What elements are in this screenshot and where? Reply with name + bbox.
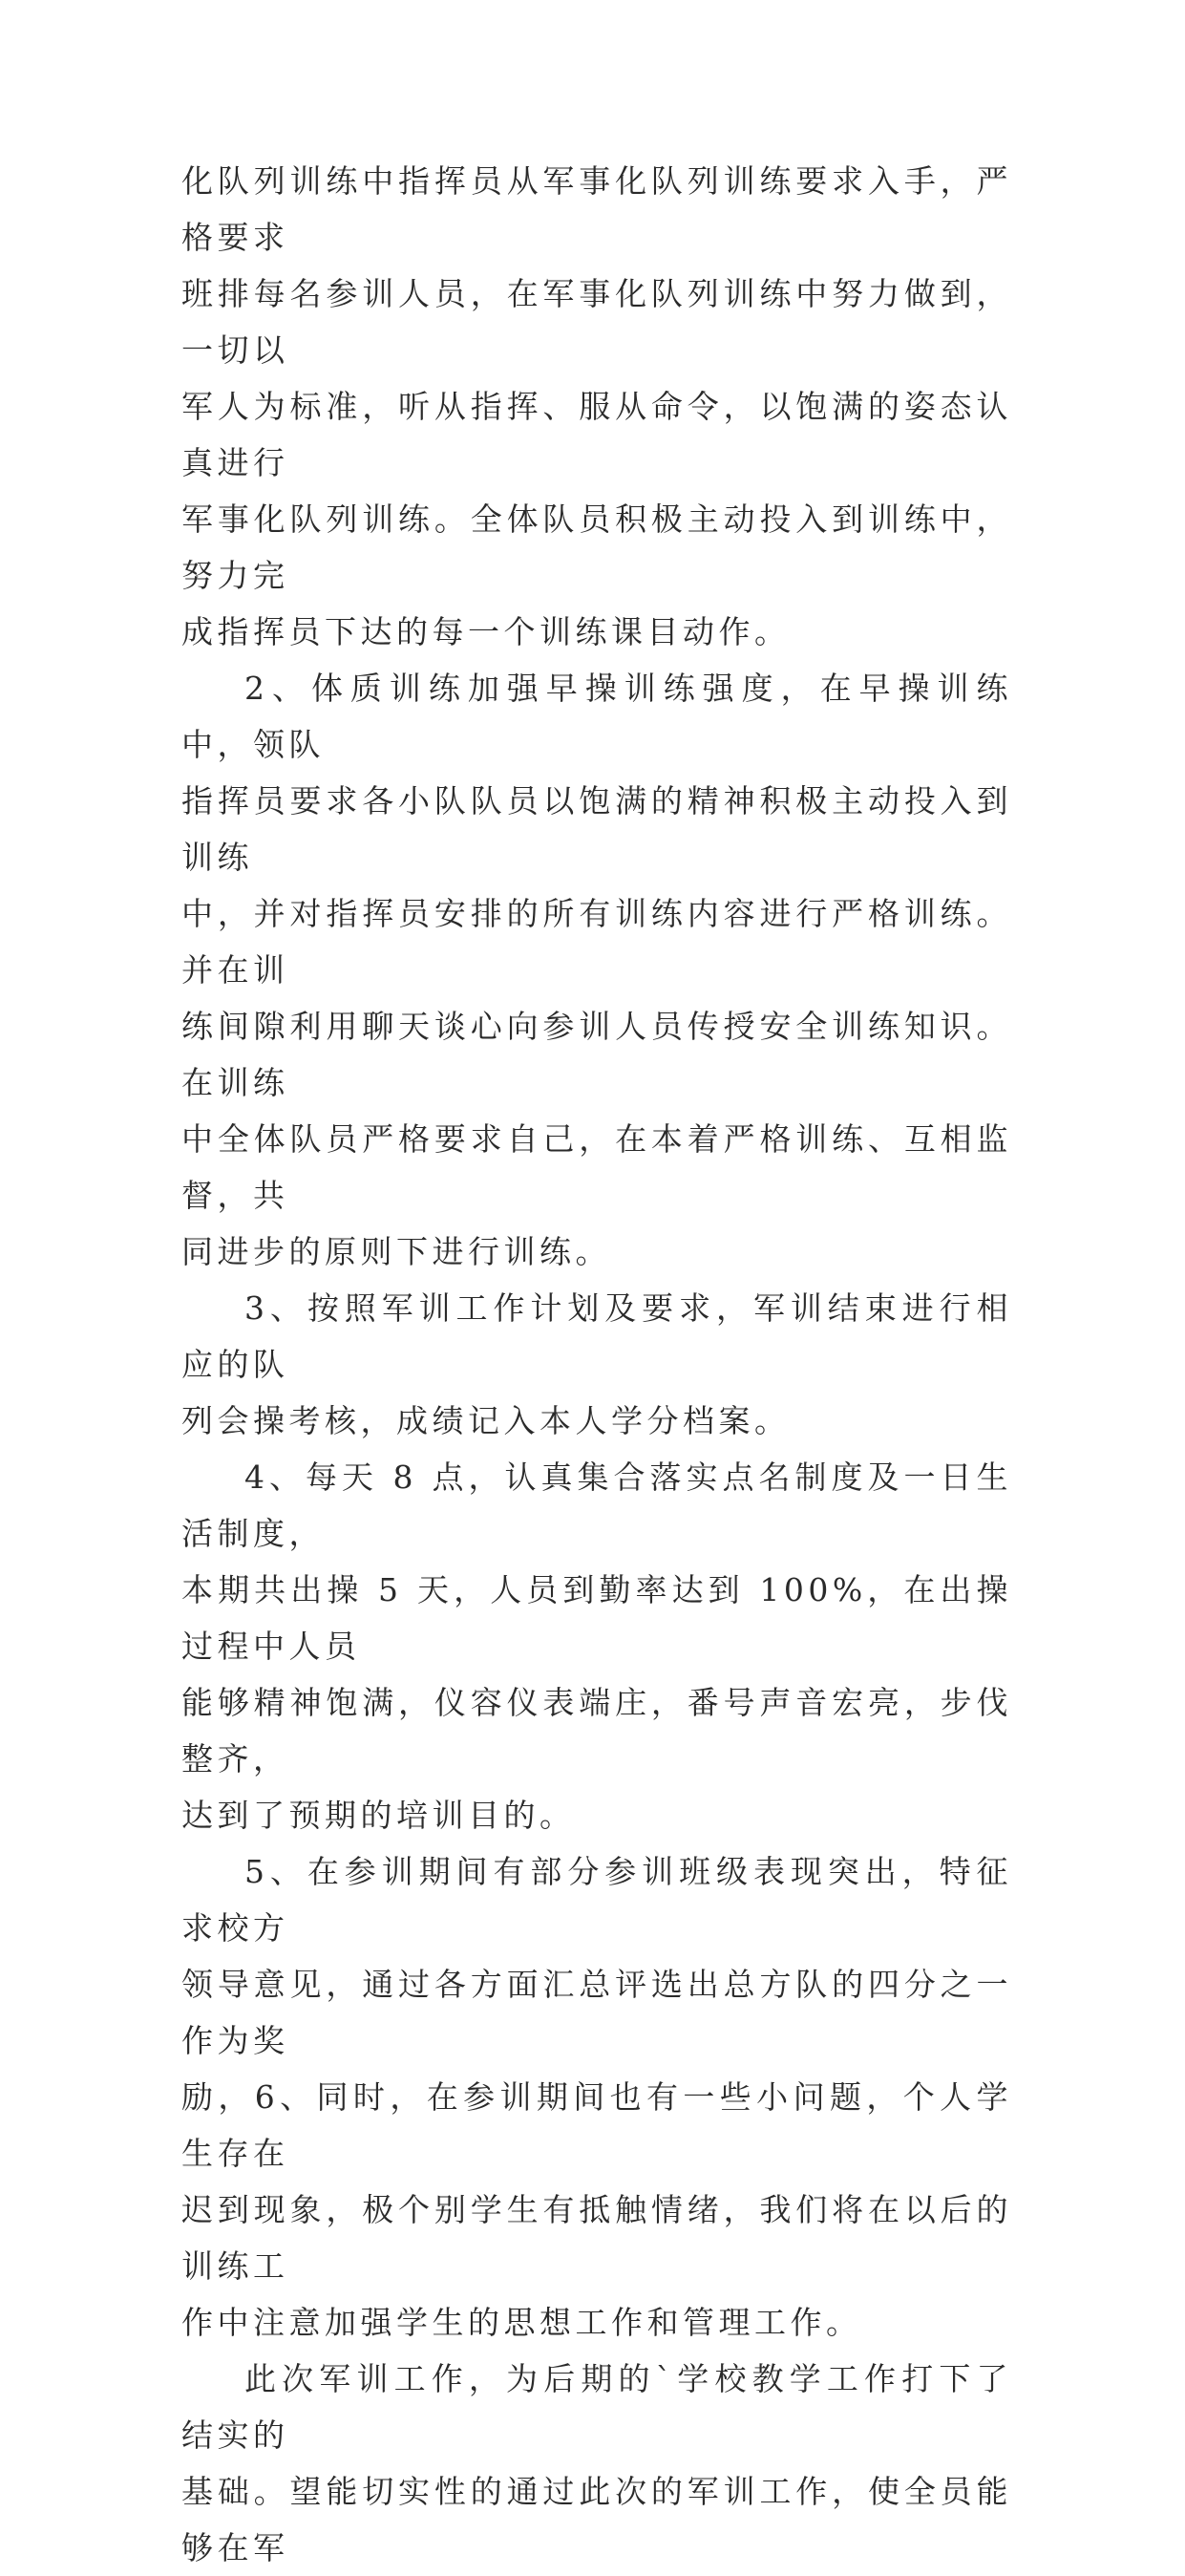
text-line: 本期共出操 5 天，人员到勤率达到 100%，在出操过程中人员	[181, 1571, 1012, 1665]
text-line: 同进步的原则下进行训练。	[181, 1233, 611, 1270]
text-line: 化队列训练中指挥员从军事化队列训练要求入手，严格要求	[181, 162, 1012, 256]
text-line: 成指挥员下达的每一个训练课目动作。	[181, 613, 791, 650]
text-line: 迟到现象，极个别学生有抵触情绪，我们将在以后的训练工	[181, 2191, 1012, 2285]
paragraph-2	[181, 660, 1012, 1280]
text-line: 5、在参训期间有部分参训班级表现突出，特征求校方	[181, 1853, 1012, 1947]
text-line: 军人为标准，听从指挥、服从命令，以饱满的姿态认真进行	[181, 388, 1012, 481]
text-line: 军事化队列训练。全体队员积极主动投入到训练中，努力完	[181, 500, 1012, 594]
paragraph-5	[181, 1843, 1012, 2351]
text-line: 基础。望能切实性的通过此次的军训工作，使全员能够在军	[181, 2473, 1012, 2566]
text-line: 作中注意加强学生的思想工作和管理工作。	[181, 2304, 862, 2341]
text-line: 领导意见，通过各方面汇总评选出总方队的四分之一作为奖	[181, 1966, 1012, 2059]
text-line: 中，并对指挥员安排的所有训练内容进行严格训练。并在训	[181, 895, 1012, 989]
paragraph-6	[181, 2351, 1012, 2576]
text-line: 2、体质训练加强早操训练强度，在早操训练中，领队	[181, 670, 1012, 763]
text-line: 列会操考核，成绩记入本人学分档案。	[181, 1402, 791, 1439]
text-line: 班排每名参训人员，在军事化队列训练中努力做到，一切以	[181, 275, 1012, 369]
text-line: 励，6、同时，在参训期间也有一些小问题，个人学生存在	[181, 2078, 1012, 2172]
paragraph-1	[181, 153, 1012, 660]
text-line: 中全体队员严格要求自己，在本着严格训练、互相监督，共	[181, 1120, 1012, 1214]
paragraph-3	[181, 1280, 1012, 1449]
text-line: 4、每天 8 点，认真集合落实点名制度及一日生活制度，	[181, 1458, 1012, 1552]
text-line: 练间隙利用聊天谈心向参训人员传授安全训练知识。在训练	[181, 1008, 1012, 1101]
text-line: 能够精神饱满，仪容仪表端庄，番号声音宏亮，步伐整齐，	[181, 1684, 1012, 1778]
document-body	[181, 153, 1012, 2576]
text-line: 达到了预期的培训目的。	[181, 1797, 576, 1834]
text-line: 指挥员要求各小队队员以饱满的精神积极主动投入到训练	[181, 782, 1012, 876]
text-line: 此次军训工作，为后期的`学校教学工作打下了结实的	[181, 2360, 1012, 2454]
paragraph-4	[181, 1449, 1012, 1843]
text-line: 3、按照军训工作计划及要求，军训结束进行相应的队	[181, 1289, 1012, 1383]
